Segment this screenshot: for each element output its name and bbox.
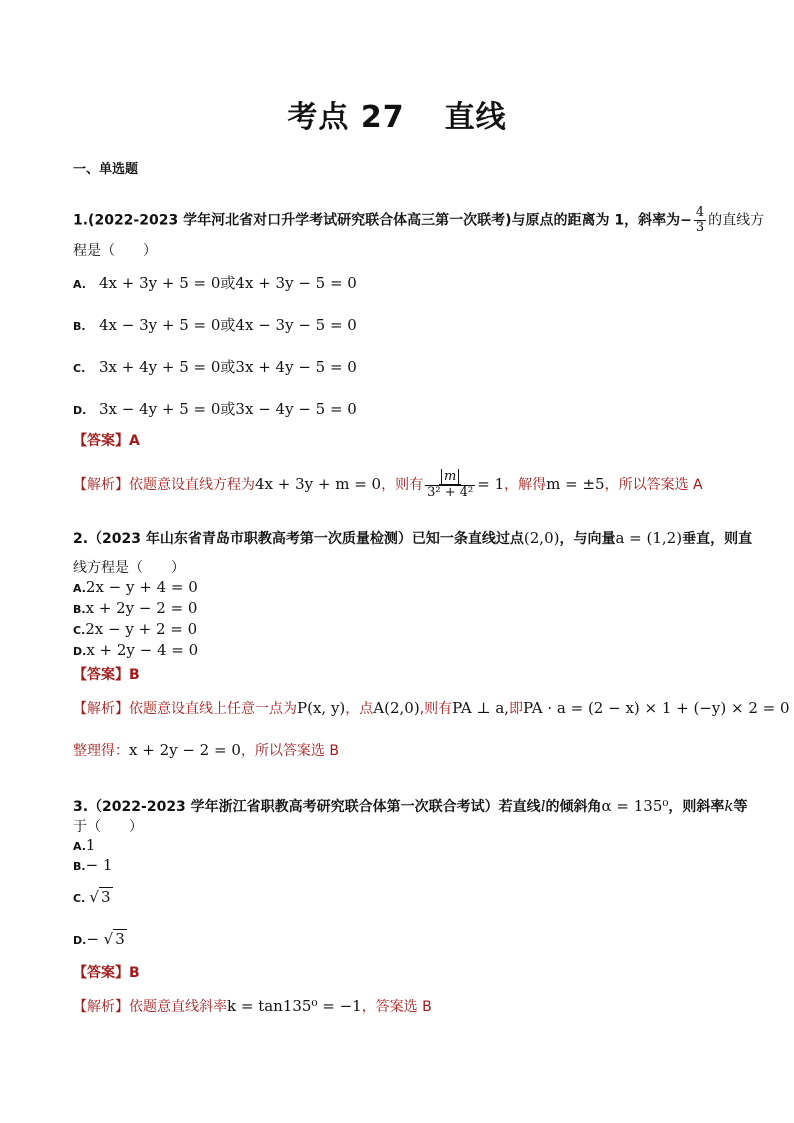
q1-stem-tail: 的直线方 bbox=[708, 212, 765, 229]
q1-option-b: B. 4x − 3y + 5 = 0或4x − 3y − 5 = 0 bbox=[73, 316, 357, 334]
q2-stem-line1: 2.（2023 年山东省青岛市职教高考第一次质量检测）已知一条直线过点(2,0)，与向量a = (1,2)垂直，则直 bbox=[73, 529, 753, 547]
q3-stem-line2: 于（ ） bbox=[73, 819, 143, 835]
q2-option-c: C.2x − y + 2 = 0 bbox=[73, 620, 198, 638]
q1-stem-line2: 程是（ ） bbox=[73, 243, 157, 259]
page-title bbox=[0, 92, 794, 136]
q1-option-d: D. 3x − 4y + 5 = 0或3x − 4y − 5 = 0 bbox=[73, 400, 357, 418]
q1-analysis: 【解析】依题意设直线方程为4x + 3y + m = 0，则有 $\frac{m}{\text{3² + 4²}}$ = 1，解得m = ±5，所以答案选 A bbox=[73, 469, 703, 500]
q1-option-c: C. 3x + 4y + 5 = 0或3x + 4y − 5 = 0 bbox=[73, 358, 357, 376]
q3-option-d: D.− √ 3 bbox=[73, 930, 125, 948]
q2-analysis-line2: 整理得：x + 2y − 2 = 0，所以答案选 B bbox=[73, 741, 339, 759]
q3-answer: 【答案】B bbox=[73, 965, 140, 981]
q2-option-b: B.x + 2y − 2 = 0 bbox=[73, 599, 198, 617]
q1-answer: 【答案】A bbox=[73, 433, 140, 449]
q3-option-c: C. √ 3 bbox=[73, 888, 111, 906]
q2-analysis: 【解析】依题意设直线上任意一点为P(x, y)，点A(2,0),则有PA ⊥ a,即PA · a = (2 − x) × 1 + (−y) × 2 = 0 bbox=[73, 699, 790, 717]
section-heading: 一、单选题 bbox=[73, 162, 139, 177]
q2-answer: 【答案】B bbox=[73, 667, 140, 683]
q1-slope-fraction: $\frac{4}{3}$ bbox=[695, 205, 705, 235]
q1-stem-text: 1.(2022-2023 学年河北省对口升学考试研究联合体高三第一次联考)与原点的距离为 1，斜率为− bbox=[73, 212, 692, 229]
title-subject: 直线 bbox=[444, 100, 507, 135]
q2-stem-line2: 线方程是（ ） bbox=[73, 560, 185, 576]
q1-stem-line1 bbox=[73, 206, 764, 235]
q3-analysis: 【解析】依题意直线斜率k = tan135⁰ = −1，答案选 B bbox=[73, 997, 432, 1015]
q3-option-b: B.− 1 bbox=[73, 856, 113, 874]
q3-stem-line1: 3.（2022-2023 学年浙江省职教高考研究联合体第一次联合考试）若直线l的倾斜角α = 135⁰，则斜率k等 bbox=[73, 797, 748, 815]
title-topic: 考点 27 bbox=[287, 100, 405, 135]
q2-option-d: D.x + 2y − 4 = 0 bbox=[73, 641, 199, 659]
q3-option-a: A.1 bbox=[73, 836, 96, 854]
q1-distance-fraction: $\frac{m}{\text{3² + 4²}}$ bbox=[427, 469, 474, 500]
q1-option-a: A. 4x + 3y + 5 = 0或4x + 3y − 5 = 0 bbox=[73, 274, 357, 292]
q2-option-a: A.2x − y + 4 = 0 bbox=[73, 578, 198, 596]
